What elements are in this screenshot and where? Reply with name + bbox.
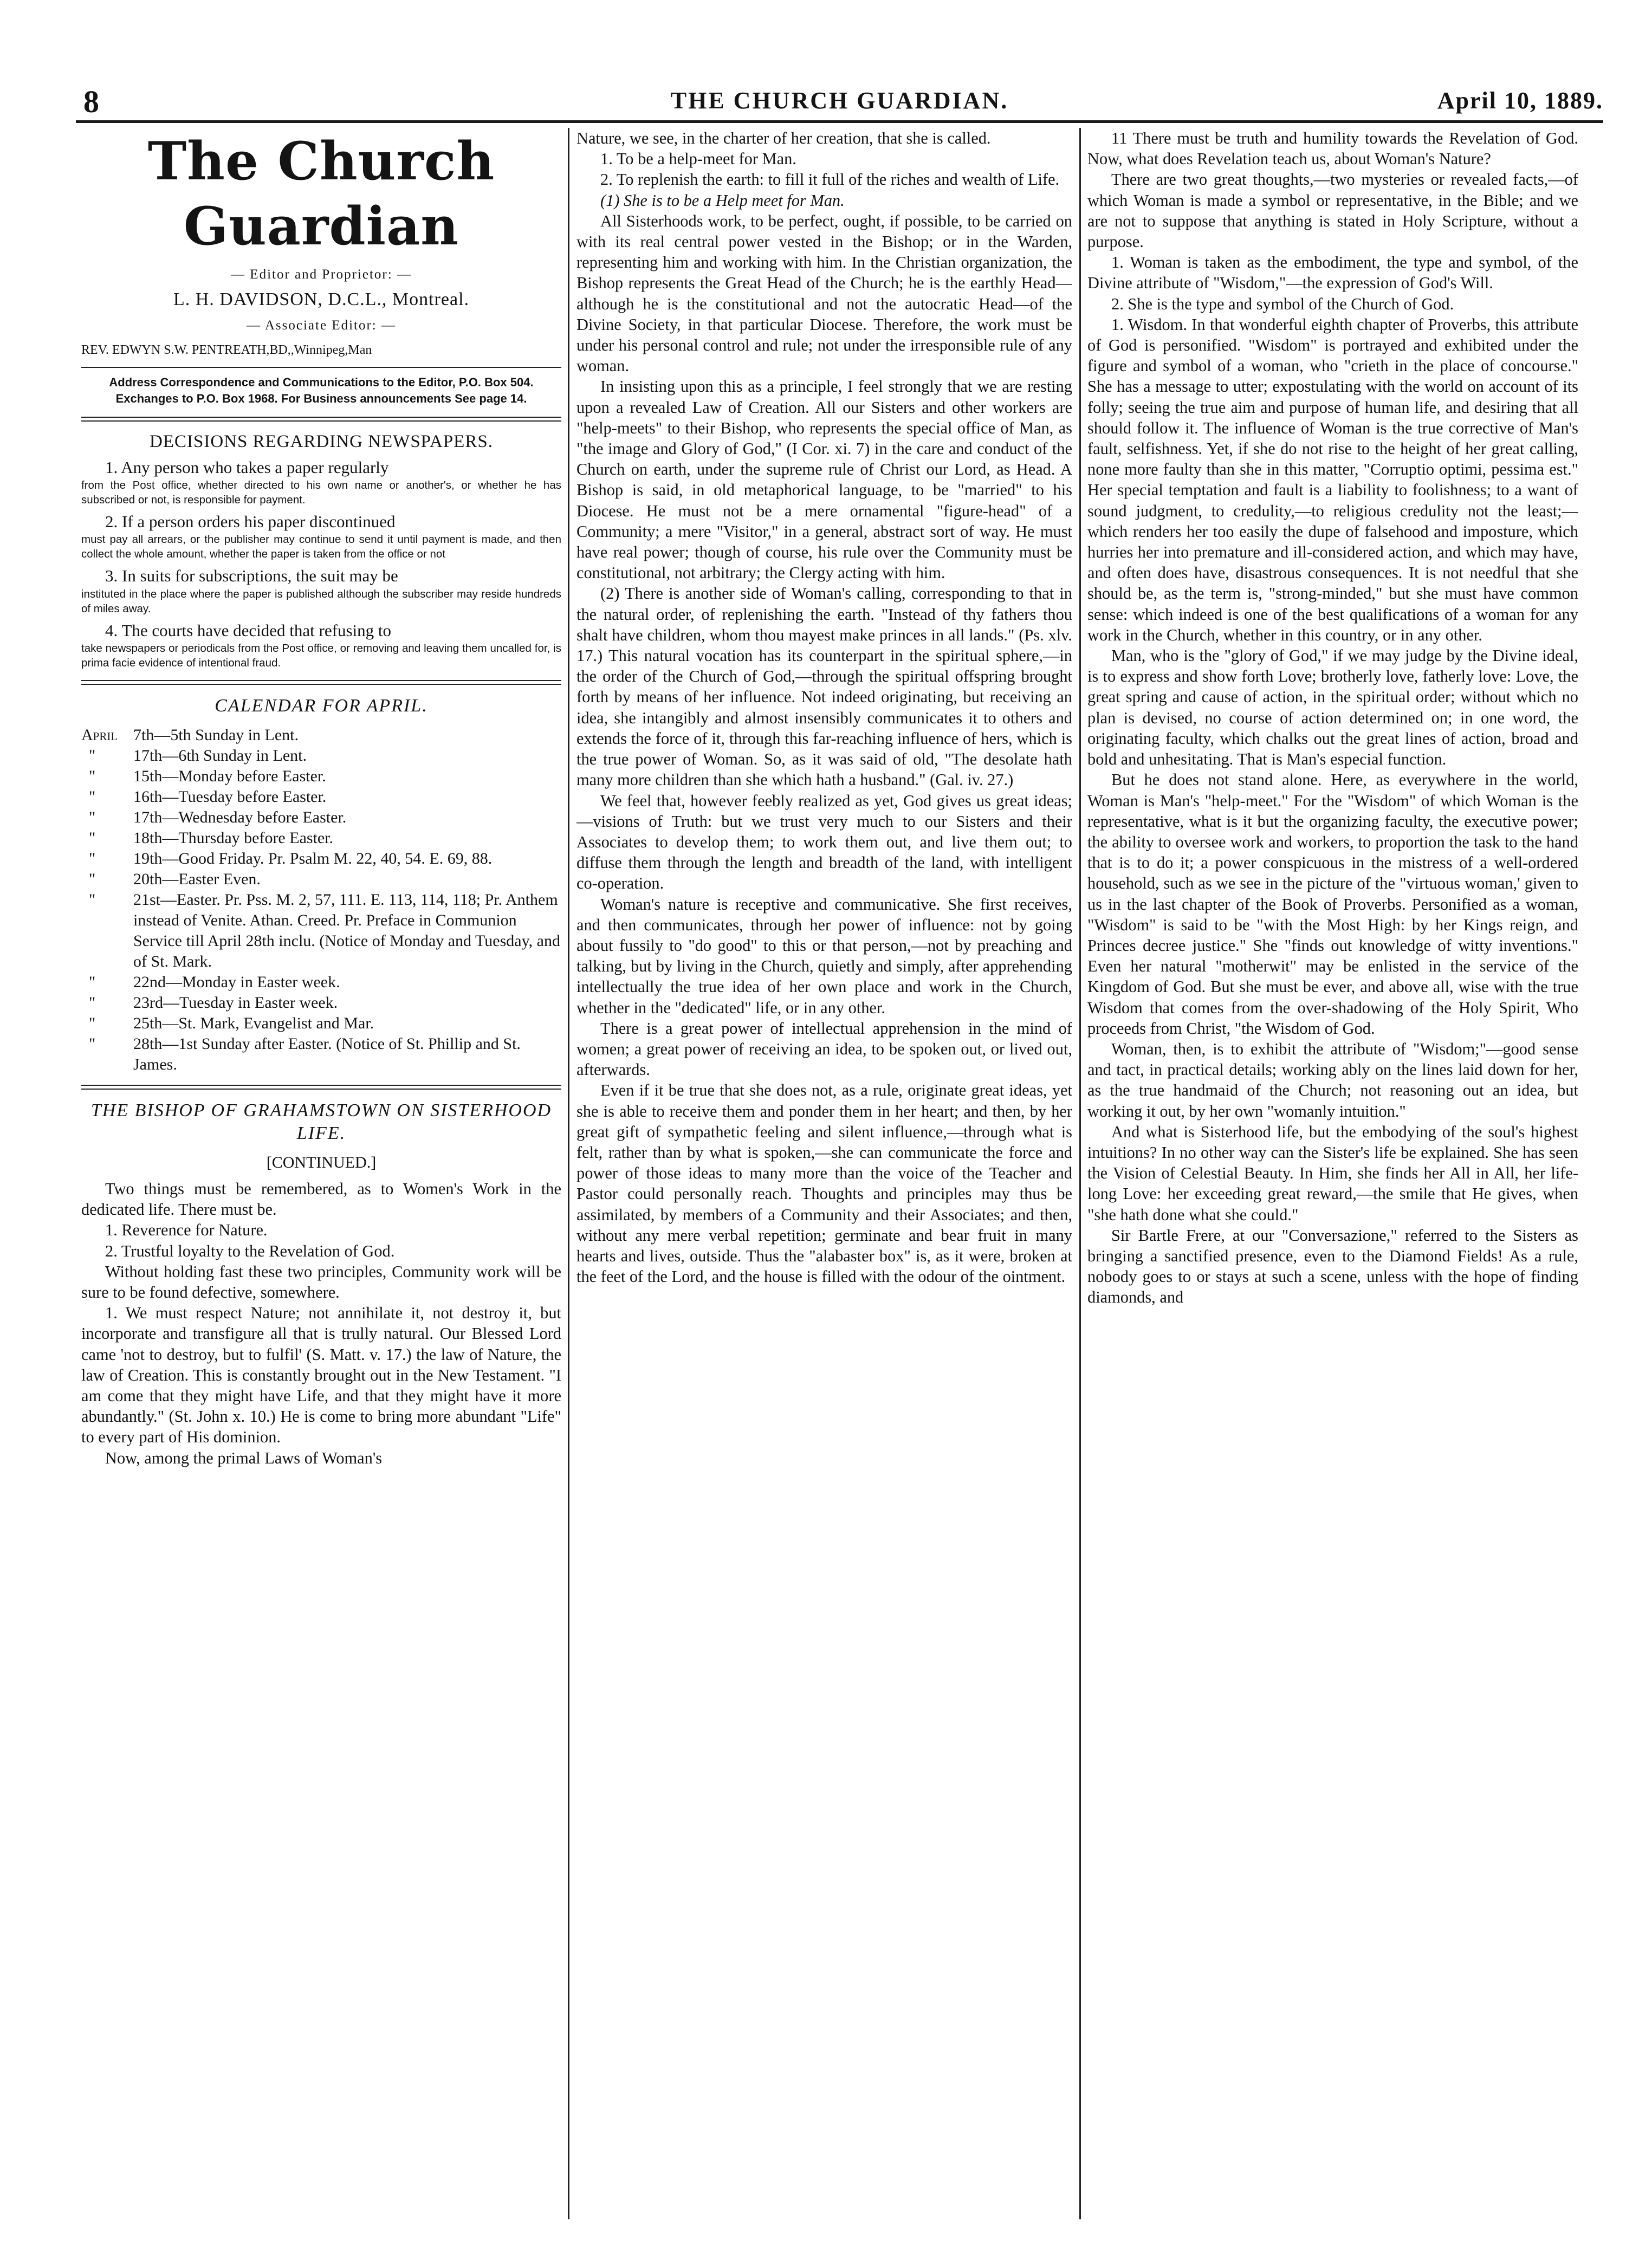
article-paragraph: 11 There must be truth and humility towards the Revelation of God. Now, what does Revelation teach us, about Woman's Nature? [1087,129,1578,169]
calendar-mark: " [89,787,96,806]
calendar-entry [81,849,561,869]
calendar-entry [81,828,561,849]
associate-editor-name: REV. EDWYN S.W. PENTREATH,BD,,Winnipeg,Man [81,342,372,357]
calendar-entry [81,869,561,890]
calendar-mark: " [89,993,96,1012]
address-notice: Address Correspondence and Communications to the Editor, P.O. Box 504. Exchanges to P.O. Box 1968. For Business announcements See page 14. [109,375,534,405]
section-rule [81,680,561,685]
calendar-mark: " [89,808,96,826]
article-paragraph: 2. She is the type and symbol of the Church of God. [1111,294,1454,313]
decision-text: take newspapers or periodicals from the Post office, or removing and leaving them uncalled for, is prima facie evidence of intentional fraud. [81,642,561,669]
decision-lead: 2. If a person orders his paper discontinued [105,512,396,532]
decision-lead: 1. Any person who takes a paper regularly [105,458,389,477]
column-1 [81,128,561,2216]
decision-text: from the Post office, whether directed to his own name or another's, or whether he has subscribed or not, is responsible for payment. [81,479,561,507]
article-paragraph: 1. Wisdom. In that wonderful eighth chapter of Proverbs, this attribute of God is personified. "Wisdom" is portrayed and exhibited under the figure and symbol of a woman, who "crieth in the place of concourse." She has a message to utter; expostulating with the world on account of its folly; seeing the true aim and purpose of human life, and desiring that all should follow it. The influence of Woman is the true corrective of Man's fault, selfishness. Yet, if she do not rise to the height of her great calling, none more faulty than she in this matter, "Corruptio optimi, pessima est." Her special temptation and fault is a liability to foolishness; to a want of sound judgment, to credulity,—to religious credulity not the least;—which renders her too easily the dupe of falsehood and imposture, which hurries her into premature and ill-considered action, and which may have, and often does have, disastrous consequences. It is not needful that she should be, as the term is, "strong-minded," but she must have common sense: which indeed is one of the best qualifications of a woman for any work in the Church, whether in this country, or in any other. [1087,315,1578,644]
continued-label: [CONTINUED.] [266,1153,377,1171]
article-paragraph: Even if it be true that she does not, as a rule, originate great ideas, yet she is able to receive them and ponder them in her heart; and then, by her great gift of sympathetic feeling and silent influence,—through what is felt, rather than by what is spoken,—she can communicate the force and power of those ideas to many more than the voice of the Teacher and Pastor could personally reach. Thoughts and principles may thus be assimilated, by members of a Community and their Associates; and then, without any mere verbal repetition; germinate and bear fruit in many hearts and lives, outside. Thus the "alabaster box" is, as it were, broken at the feet of the Lord, and the house is filled with the odour of the ointment. [576,1081,1072,1286]
page-number: 8 [83,84,99,119]
issue-date: April 10, 1889. [1437,87,1603,114]
decision-lead: 4. The courts have decided that refusing to [105,620,391,640]
calendar-mark: April [81,726,118,744]
calendar-entry [81,1034,561,1075]
masthead-title: The Church Guardian [147,131,495,257]
calendar-entry [81,1013,561,1034]
column-2 [576,128,1072,2216]
calendar-text: 15th—Monday before Easter. [133,767,326,785]
masthead-rule [81,367,561,368]
decision-item [81,566,561,616]
editor-name: L. H. DAVIDSON, D.C.L., Montreal. [173,289,470,310]
calendar-text: 21st—Easter. Pr. Pss. M. 2, 57, 111. E. 113, 114, 118; Pr. Anthem instead of Venite. Athan. Creed. Pr. Preface in Communion Service till April 28th inclu. (Notice of Monday and Tuesday, and of St. Mark. [133,890,560,970]
calendar-entry [81,787,561,807]
calendar-mark: " [89,870,96,888]
column-divider [568,128,569,2219]
article-subheading: (1) She is to be a Help meet for Man. [600,191,845,210]
calendar-entry [81,890,561,972]
calendar-mark: " [89,890,96,909]
article-paragraph: Without holding fast these two principles, Community work will be sure to be found defective, somewhere. [81,1262,561,1302]
decision-lead: 3. In suits for subscriptions, the suit may be [105,566,398,586]
column-3 [1087,128,1578,2216]
calendar-text: 18th—Thursday before Easter. [133,828,334,847]
article-paragraph: In insisting upon this as a principle, I feel strongly that we are resting upon a revealed Law of Creation. All our Sisters and other workers are "help-meets" to their Bishop, who represents the special office of Man, as "the image and Glory of God," (I Cor. xi. 7) in the care and conduct of the Church on earth, under the supreme rule of Christ our Lord, as Head. A Bishop is said, in old metaphorical language, to be "married" to his Diocese. He must not be a mere ornamental "figure-head" of a Community; a mere "Visitor," in a general, abstract sort of way. He must have real power; though of course, his rule over the Community must be constitutional, not arbitrary; the Clergy acting with him. [576,377,1072,582]
article-paragraph: All Sisterhoods work, to be perfect, ought, if possible, to be carried on with its real central power vested in the Bishop; or in the Warden, representing him and working with him. In the Christian organization, the Bishop represents the Great Head of the Church; he is the earthly Head—although he is the constitutional and not the autocratic Head—of the Divine Society, in that particular Diocese. Therefore, the work must be under his personal control and rule; not under the irresponsible rule of any woman. [576,211,1072,375]
newspaper-title: THE CHURCH GUARDIAN. [670,87,1009,114]
calendar-text: 20th—Easter Even. [133,870,261,888]
calendar-entry [81,766,561,787]
calendar-list [81,725,561,1075]
calendar-text: 17th—Wednesday before Easter. [133,808,347,826]
article-paragraph: Nature, we see, in the charter of her creation, that she is called. [576,129,991,147]
article-paragraph: Man, who is the "glory of God," if we may judge by the Divine ideal, is to express and show forth Love; brotherly love, fatherly love: Love, the great spring and cause of action, in the spiritual order; without which no plan is devised, no course of action determined on; in one word, the originating faculty, which chalks out the great lines of action, broad and bold and unhesitating. That is Man's especial function. [1087,646,1578,769]
calendar-text: 25th—St. Mark, Evangelist and Mar. [133,1014,374,1032]
calendar-text: 17th—6th Sunday in Lent. [133,746,307,765]
article-paragraph: Sir Bartle Frere, at our "Conversazione," referred to the Sisters as bringing a sanctified presence, even to the Diamond Fields! As a rule, nobody goes to or stays at such a scene, unless with the hope of finding diamonds, and [1087,1226,1578,1307]
calendar-text: 23rd—Tuesday in Easter week. [133,993,338,1012]
article-title: THE BISHOP OF GRAHAMSTOWN ON SISTERHOOD LIFE. [90,1100,552,1143]
article-paragraph: 2. Trustful loyalty to the Revelation of God. [105,1241,395,1260]
decision-item [81,511,561,561]
article-paragraph: 1. To be a help-meet for Man. [600,150,796,169]
decision-item [81,620,561,670]
decisions-title: DECISIONS REGARDING NEWSPAPERS. [150,431,493,451]
decision-item [81,457,561,507]
calendar-mark: " [89,1014,96,1032]
calendar-mark: " [89,767,96,785]
running-head [76,81,1603,125]
calendar-mark: " [89,849,96,867]
header-rule [76,120,1603,123]
calendar-mark: " [89,828,96,847]
calendar-entry [81,972,561,993]
article-paragraph: There are two great thoughts,—two mysteries or revealed facts,—of which Woman is made a symbol or representative, in the Bible; and we are not to suppose that anything is stated in Holy Scripture, without a purpose. [1087,170,1578,251]
section-rule [81,1085,561,1090]
article-paragraph: There is a great power of intellectual apprehension in the mind of women; a great power of receiving an idea, to be spoken out, or lived out, afterwards. [576,1019,1072,1079]
editor-label: — Editor and Proprietor: — [231,267,412,282]
column-divider [1079,128,1081,2219]
calendar-entry [81,993,561,1013]
calendar-title: CALENDAR FOR APRIL. [215,695,428,716]
article-paragraph: 2. To replenish the earth: to fill it full of the riches and wealth of Life. [600,170,1060,189]
article-paragraph: 1. Woman is taken as the embodiment, the type and symbol, of the Divine attribute of "Wisdom,"—the expression of God's Will. [1087,253,1578,293]
article-paragraph: (2) There is another side of Woman's calling, corresponding to that in the natural order, of replenishing the earth. "Instead of thy fathers thou shalt have children, whom thou mayest make princes in all lands." (Ps. xlv. 17.) This natural vocation has its counterpart in the spiritual sphere,—in the order of the Church of God,—through the spiritual offspring brought forth by means of her influence. Not indeed originating, but receiving an idea, she intangibly and almost insensibly communicates it to others and extends the force of it, through this far-reaching influence of hers, which is the true power of Woman. So, as it was said of old, "The desolate hath many more children than she which hath a husband." (Gal. iv. 27.) [576,584,1072,789]
article-paragraph: We feel that, however feebly realized as yet, God gives us great ideas;—visions of Truth: but we trust very much to our Sisters and their Associates to develop them; to work them out, and live them out; to diffuse them through the length and breadth of the land, with intelligent co-operation. [576,791,1072,893]
decision-text: instituted in the place where the paper is published although the subscriber may reside hundreds of miles away. [81,587,561,615]
calendar-text: 28th—1st Sunday after Easter. (Notice of St. Phillip and St. James. [133,1034,521,1073]
calendar-entry [81,725,561,746]
article-paragraph: Woman's nature is receptive and communicative. She first receives, and then communicates, through her power of influence: not by going about fussily to "do good" to this or that person,—not by preaching and talking, but by living in the Church, quietly and simply, after apprehending intellectually the true idea of her own place and work in the Church, whether in the "dedicated" life, or in any other. [576,895,1072,1017]
calendar-text: 16th—Tuesday before Easter. [133,787,327,806]
calendar-mark: " [89,746,96,765]
calendar-entry [81,746,561,766]
article-paragraph: Woman, then, is to exhibit the attribute of "Wisdom;"—good sense and tact, in practical details; working ably on the lines laid down for her, as the true handmaid of the Church; not reasoning out an idea, but working it out, by her own "womanly intuition." [1087,1039,1578,1120]
calendar-mark: " [89,973,96,991]
calendar-text: 7th—5th Sunday in Lent. [133,726,299,744]
calendar-text: 22nd—Monday in Easter week. [133,973,340,991]
article-paragraph: And what is Sisterhood life, but the embodying of the soul's highest intuitions? In no other way can the Sister's life be explained. She has seen the Vision of Celestial Beauty. In Him, she finds her All in All, her life-long Love: her exceeding great reward,—the smile that He gives, when "she hath done what she could." [1087,1122,1578,1224]
calendar-mark: " [89,1034,96,1053]
article-paragraph: Now, among the primal Laws of Woman's [105,1448,383,1467]
decision-text: must pay all arrears, or the publisher may continue to send it until payment is made, and then collect the whole amount, whether the paper is taken from the office or not [81,533,561,561]
calendar-entry [81,807,561,828]
calendar-text: 19th—Good Friday. Pr. Psalm M. 22, 40, 54. E. 69, 88. [133,849,493,867]
section-rule [81,417,561,422]
article-paragraph: But he does not stand alone. Here, as everywhere in the world, Woman is Man's "help-meet." For the "Wisdom" of which Woman is the representative, what is it but the organizing faculty, the executive power; the ability to oversee work and workers, to proportion the task to the hand that is to do it; a power conspicuous in the mistress of a well-ordered household, such as we see in the picture of the "virtuous woman,' given to us in the last chapter of the Book of Proverbs. Personified as a woman, "Wisdom" is said to be "with the Most High: by her Kings reign, and Princes decree justice." She "finds out knowledge of witty inventions." Even her natural "motherwit" may be enlisted in the service of the Kingdom of God. But she must be ever, and above all, wise with the true Wisdom that comes from the over-shadowing of the Holy Spirit, Who proceeds from Christ, "the Wisdom of God. [1087,770,1578,1038]
article-paragraph: 1. We must respect Nature; not annihilate it, not destroy it, but incorporate and transfigure all that is trully natural. Our Blessed Lord came 'not to destroy, but to fulfil' (S. Matt. v. 17.) the law of Nature, the law of Creation. This is constantly brought out in the New Testament. "I am come that they might have Life, and that they might have it more abundantly." (St. John x. 10.) He is come to bring more abundant "Life" to every part of His dominion. [81,1304,561,1447]
article-paragraph: 1. Reverence for Nature. [105,1221,268,1240]
associate-editor-label: — Associate Editor: — [247,318,396,333]
article-paragraph: Two things must be remembered, as to Women's Work in the dedicated life. There must be. [81,1180,561,1219]
